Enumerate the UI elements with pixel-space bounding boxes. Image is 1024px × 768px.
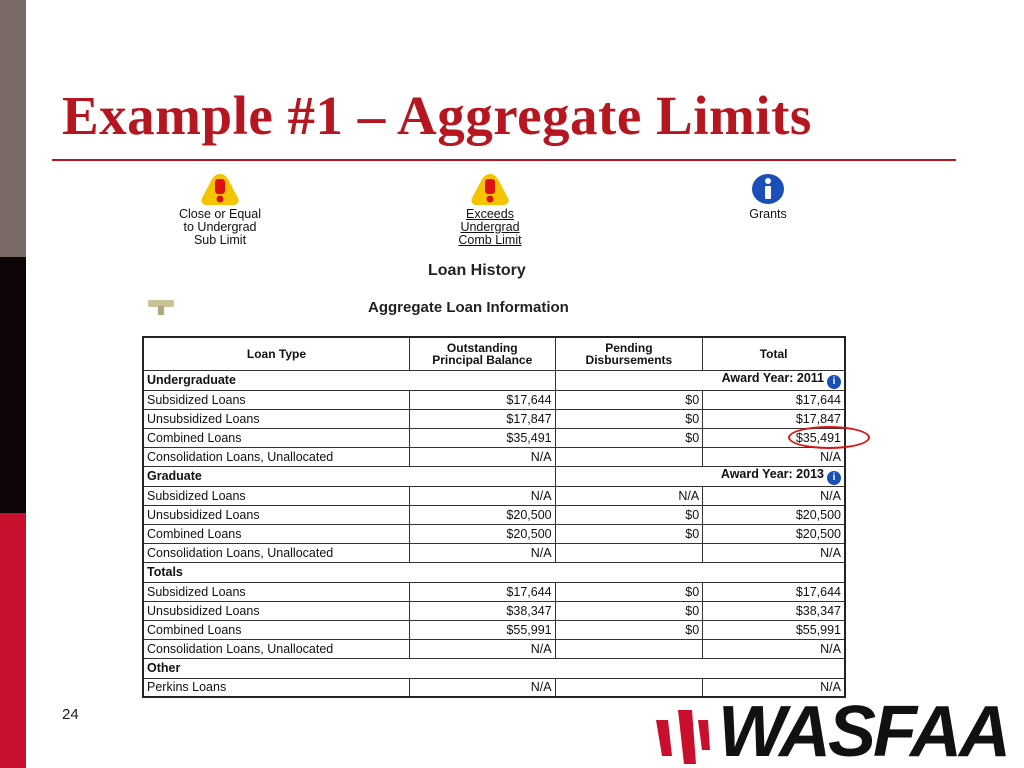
- section-name: Graduate: [143, 466, 555, 486]
- sidebar-bar-gray: [0, 0, 26, 257]
- loan-type-cell: Consolidation Loans, Unallocated: [143, 639, 409, 658]
- loan-type-cell: Unsubsidized Loans: [143, 505, 409, 524]
- header-line: Outstanding: [446, 340, 518, 355]
- header-line: Total: [759, 346, 788, 361]
- cell-value: $35,491: [795, 430, 841, 445]
- pending-cell: $0: [555, 620, 703, 639]
- loan-type-cell: Unsubsidized Loans: [143, 601, 409, 620]
- slide-title: Example #1 – Aggregate Limits: [62, 85, 812, 146]
- total-cell: $38,347: [703, 601, 845, 620]
- loan-type-cell: Combined Loans: [143, 428, 409, 447]
- outstanding-cell: $55,991: [409, 620, 555, 639]
- table-row: [143, 582, 845, 601]
- table-row: [143, 505, 845, 524]
- sidebar-bar-red: [0, 513, 26, 768]
- pending-cell: $0: [555, 601, 703, 620]
- legend-close-or-equal: [160, 172, 280, 247]
- award-year[interactable]: [555, 466, 845, 486]
- legend-link-line[interactable]: Exceeds: [466, 207, 514, 221]
- table-section-row: [143, 370, 845, 390]
- legend-link-line[interactable]: Comb Limit: [458, 233, 522, 247]
- outstanding-cell: N/A: [409, 447, 555, 466]
- outstanding-cell: $20,500: [409, 505, 555, 524]
- loan-type-cell: Combined Loans: [143, 620, 409, 639]
- legend-link-line[interactable]: Undergrad: [460, 220, 520, 234]
- pending-cell: [555, 543, 703, 562]
- table-row: [143, 390, 845, 409]
- outstanding-cell: N/A: [409, 543, 555, 562]
- aggregate-loan-table: [142, 336, 846, 698]
- loan-type-cell: Perkins Loans: [143, 678, 409, 697]
- section-name: Undergraduate: [143, 370, 555, 390]
- wasfaa-logo-text: WASFAA: [718, 692, 1009, 768]
- table-row: [143, 409, 845, 428]
- section-name: Totals: [143, 562, 845, 582]
- table-row: [143, 620, 845, 639]
- legend-grants: [720, 172, 816, 221]
- warning-icon: [468, 172, 512, 206]
- sidebar-bar-black: [0, 257, 26, 513]
- outstanding-cell: $17,644: [409, 390, 555, 409]
- loan-type-cell: Subsidized Loans: [143, 486, 409, 505]
- column-header: [555, 337, 703, 370]
- table-section-row: [143, 562, 845, 582]
- info-icon: [750, 172, 786, 206]
- total-cell: $17,644: [703, 582, 845, 601]
- total-cell: N/A: [703, 678, 845, 697]
- table-row: [143, 543, 845, 562]
- pending-cell: [555, 639, 703, 658]
- legend-label-line: Close or Equal: [179, 207, 261, 221]
- pending-cell: $0: [555, 409, 703, 428]
- table-row: [143, 428, 845, 447]
- table-header-row: [143, 337, 845, 370]
- loan-type-cell: Unsubsidized Loans: [143, 409, 409, 428]
- total-cell: [703, 428, 845, 447]
- pending-cell: N/A: [555, 486, 703, 505]
- gavel-icon: [146, 298, 176, 316]
- legend-exceeds[interactable]: [430, 172, 550, 247]
- loan-type-cell: Consolidation Loans, Unallocated: [143, 447, 409, 466]
- table-section-row: [143, 466, 845, 486]
- pending-cell: $0: [555, 390, 703, 409]
- table-row: [143, 486, 845, 505]
- total-cell: $55,991: [703, 620, 845, 639]
- outstanding-cell: $20,500: [409, 524, 555, 543]
- pending-cell: [555, 447, 703, 466]
- total-cell: $20,500: [703, 505, 845, 524]
- column-header: [143, 337, 409, 370]
- table-row: [143, 524, 845, 543]
- outstanding-cell: $35,491: [409, 428, 555, 447]
- aggregate-heading: Aggregate Loan Information: [368, 299, 569, 316]
- outstanding-cell: $17,847: [409, 409, 555, 428]
- outstanding-cell: $17,644: [409, 582, 555, 601]
- total-cell: $17,847: [703, 409, 845, 428]
- table-row: [143, 601, 845, 620]
- legend-label-line: Grants: [749, 207, 787, 221]
- outstanding-cell: N/A: [409, 486, 555, 505]
- award-year-label: Award Year: 2013: [720, 467, 824, 481]
- loan-type-cell: Consolidation Loans, Unallocated: [143, 543, 409, 562]
- total-cell: N/A: [703, 447, 845, 466]
- column-header: [703, 337, 845, 370]
- total-cell: $17,644: [703, 390, 845, 409]
- loan-history-heading: Loan History: [428, 262, 526, 279]
- highlighted-total: [796, 431, 841, 445]
- column-header: [409, 337, 555, 370]
- pending-cell: $0: [555, 582, 703, 601]
- award-year-label: Award Year: 2011: [721, 371, 824, 385]
- total-cell: $20,500: [703, 524, 845, 543]
- warning-icon: [198, 172, 242, 206]
- legend-label-line: to Undergrad: [183, 220, 257, 234]
- pending-cell: $0: [555, 505, 703, 524]
- header-line: Loan Type: [246, 346, 307, 361]
- pending-cell: $0: [555, 524, 703, 543]
- section-name: Other: [143, 658, 845, 678]
- outstanding-cell: N/A: [409, 678, 555, 697]
- award-year[interactable]: [555, 370, 845, 390]
- header-line: Pending: [605, 340, 653, 355]
- info-icon[interactable]: i: [827, 375, 841, 389]
- outstanding-cell: $38,347: [409, 601, 555, 620]
- table-section-row: [143, 658, 845, 678]
- pending-cell: $0: [555, 428, 703, 447]
- outstanding-cell: N/A: [409, 639, 555, 658]
- slide-number: 24: [62, 706, 79, 723]
- table-row: [143, 447, 845, 466]
- legend-label-line: Sub Limit: [193, 233, 247, 247]
- total-cell: N/A: [703, 486, 845, 505]
- header-line: Disbursements: [585, 352, 673, 367]
- info-icon[interactable]: i: [827, 471, 841, 485]
- total-cell: N/A: [703, 543, 845, 562]
- title-divider: [52, 159, 956, 161]
- table-row: [143, 639, 845, 658]
- loan-type-cell: Subsidized Loans: [143, 582, 409, 601]
- total-cell: N/A: [703, 639, 845, 658]
- highlight-circle: [788, 426, 870, 449]
- header-line: Principal Balance: [432, 352, 533, 367]
- loan-type-cell: Combined Loans: [143, 524, 409, 543]
- loan-type-cell: Subsidized Loans: [143, 390, 409, 409]
